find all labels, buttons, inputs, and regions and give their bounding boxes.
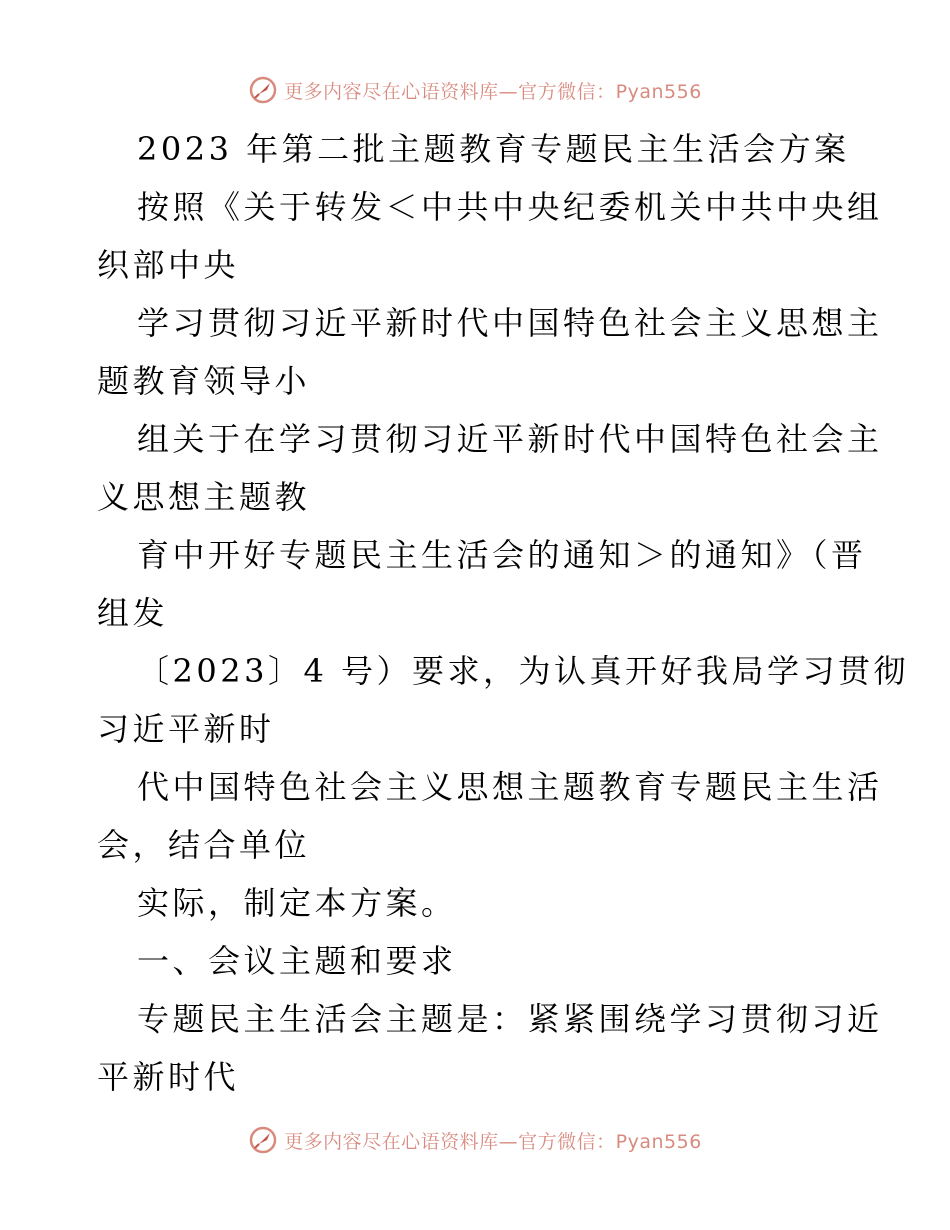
paragraph-line: 平新时代 — [97, 1058, 240, 1096]
quill-logo-icon — [248, 75, 278, 105]
paragraph-line: 学习贯彻习近平新时代中国特色社会主义思想主 — [137, 304, 883, 342]
section-heading: 一、会议主题和要求 — [137, 942, 457, 980]
watermark-text: 更多内容尽在心语资料库—官方微信：Pyan556 — [284, 1130, 702, 1153]
watermark-text: 更多内容尽在心语资料库—官方微信：Pyan556 — [284, 80, 702, 103]
paragraph-line: 组发 — [97, 594, 169, 632]
paragraph-line: 织部中央 — [97, 246, 240, 284]
paragraph-line: 育中开好专题民主生活会的通知＞的通知》（晋 — [137, 536, 867, 574]
paragraph-line: 〔2023〕4 号）要求，为认真开好我局学习贯彻 — [137, 652, 909, 690]
paragraph-line: 习近平新时 — [97, 710, 275, 748]
paragraph-line: 义思想主题教 — [97, 478, 311, 516]
paragraph-line: 按照《关于转发＜中共中央纪委机关中共中央组 — [137, 188, 883, 226]
paragraph-line: 实际，制定本方案。 — [137, 884, 457, 922]
quill-logo-icon — [248, 1125, 278, 1155]
paragraph-line: 组关于在学习贯彻习近平新时代中国特色社会主 — [137, 420, 883, 458]
document-body — [97, 120, 909, 1106]
header-watermark — [0, 72, 950, 108]
paragraph-line: 专题民主生活会主题是：紧紧围绕学习贯彻习近 — [137, 1000, 883, 1038]
paragraph-line: 会，结合单位 — [97, 826, 311, 864]
document-title: 2023 年第二批主题教育专题民主生活会方案 — [137, 130, 850, 168]
paragraph-line: 题教育领导小 — [97, 362, 311, 400]
paragraph-line: 代中国特色社会主义思想主题教育专题民主生活 — [137, 768, 883, 806]
footer-watermark — [0, 1122, 950, 1158]
